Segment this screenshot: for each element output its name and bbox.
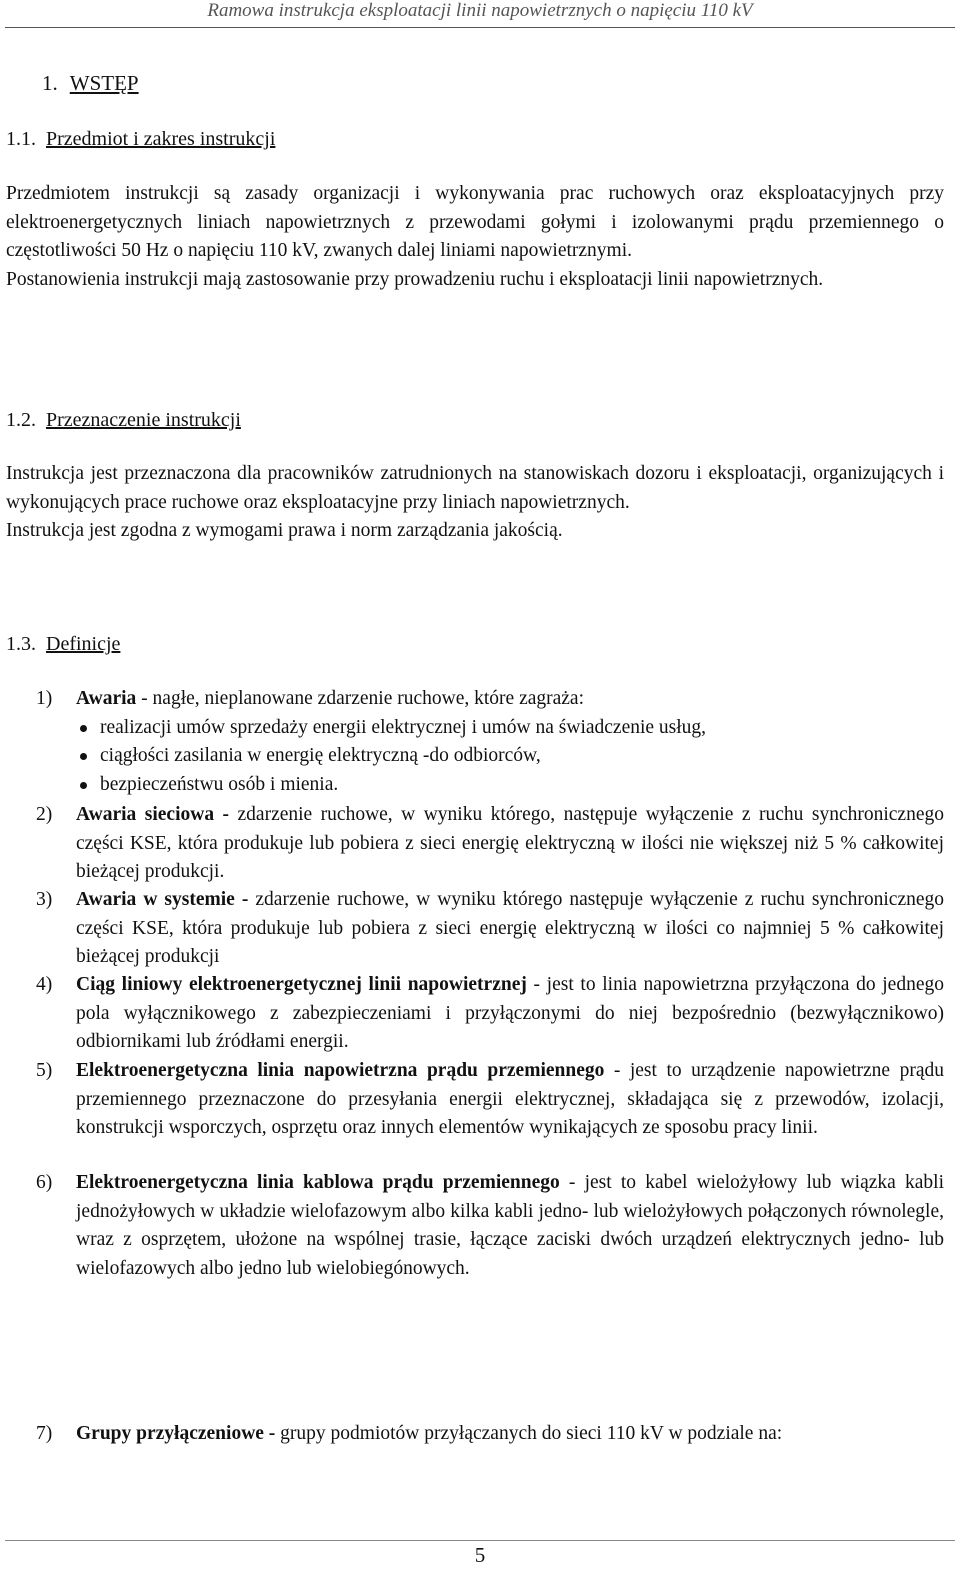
definition-number: 1) xyxy=(36,688,53,709)
paragraph: Postanowienia instrukcji mają zastosowanie przy prowadzeniu ruchu i eksploatacji linii napowietrznych. xyxy=(6,268,824,290)
subsection-number: 1.3. xyxy=(6,633,36,655)
subsection-heading-1-3 xyxy=(6,631,120,657)
subsection-number: 1.1. xyxy=(6,128,36,150)
definition-term: Awaria w systemie - xyxy=(76,889,249,910)
subsection-title: Definicje xyxy=(46,633,121,655)
definition-term: Ciąg liniowy elektroenergetycznej linii napowietrznej xyxy=(76,974,527,995)
definition-text: zdarzenie ruchowe, w wyniku którego, następuje wyłączenie z ruchu synchronicznego części KSE, która produkuje lub pobiera z sieci energię elektryczną w ilości nie większej niż 5 % całkowitej bieżącej produkcji. xyxy=(76,804,944,882)
definition-3 xyxy=(36,886,944,972)
page-number: 5 xyxy=(474,1543,486,1567)
running-header: Ramowa instrukcja eksploatacji linii napowietrznych o napięciu 110 kV xyxy=(207,0,753,21)
list-item: bezpieczeństwu osób i mienia. xyxy=(36,771,944,800)
definition-number: 4) xyxy=(36,974,53,995)
definition-4 xyxy=(36,971,944,1057)
definition-text: - jest to linia napowietrzna przyłączona do jednego pola wyłącznikowego z zabezpieczeniami i przyłączonymi do niej bezpośrednio (bezwyłącznikowo) odbiornikami lub źródłami energii. xyxy=(76,974,944,1052)
paragraph: Instrukcja jest zgodna z wymogami prawa i norm zarządzania jakością. xyxy=(6,520,563,541)
definition-term: Awaria sieciowa - xyxy=(76,804,230,825)
definition-1 xyxy=(36,685,944,799)
list-item: realizacji umów sprzedaży energii elektrycznej i umów na świadczenie usług, xyxy=(36,714,944,743)
subsection-heading-1-1 xyxy=(6,126,275,152)
footer-divider xyxy=(5,1540,955,1541)
definition-term: Elektroenergetyczna linia napowietrzna prądu przemiennego xyxy=(76,1060,605,1081)
section-title: WSTĘP xyxy=(69,71,139,95)
definition-term: Grupy przyłączeniowe - xyxy=(76,1423,276,1444)
bullet-icon xyxy=(80,782,87,789)
section-1-2-body xyxy=(6,460,944,546)
list-item: ciągłości zasilania w energię elektryczną -do odbiorców, xyxy=(36,742,944,771)
section-1-1-body xyxy=(6,180,944,294)
definition-text: - jest to kabel wielożyłowy lub wiązka kabli jednożyłowych w układzie wielofazowym albo kilka kabli jedno- lub wielożyłowych połączonych równolegle, wraz z osprzętem, ułożone na wspólnej trasie, łączące zaciski dwóch urządzeń elektrycznych jedno- lub wielofazowych albo jedno lub wielobiegónowych. xyxy=(76,1172,944,1279)
bullet-list xyxy=(36,714,944,800)
definition-number: 6) xyxy=(36,1172,53,1193)
definition-text: grupy podmiotów przyłączanych do sieci 110 kV w podziale na: xyxy=(275,1423,783,1444)
definition-7 xyxy=(36,1420,944,1449)
header-divider xyxy=(5,27,955,28)
section-heading-1 xyxy=(42,70,139,96)
definition-5 xyxy=(36,1057,944,1143)
definition-2 xyxy=(36,801,944,887)
definition-number: 3) xyxy=(36,889,53,910)
bullet-icon xyxy=(80,753,87,760)
section-number: 1. xyxy=(42,71,58,95)
definition-number: 2) xyxy=(36,804,53,825)
definition-term: Elektroenergetyczna linia kablowa prądu przemiennego xyxy=(76,1172,560,1193)
subsection-number: 1.2. xyxy=(6,409,36,431)
definition-number: 7) xyxy=(36,1423,53,1444)
subsection-heading-1-2 xyxy=(6,407,241,433)
paragraph: Instrukcja jest przeznaczona dla pracowników zatrudnionych na stanowiskach dozoru i eksploatacji, organizujących i wykonujących prace ruchowe oraz eksploatacyjne przy liniach napowietrznych. xyxy=(6,463,944,513)
bullet-icon xyxy=(80,725,87,732)
definition-text: - jest to urządzenie napowietrzne prądu przemiennego przeznaczone do przesyłania energii elektrycznej, składająca się z przewodów, izolacji, konstrukcji wsporczych, osprzętu oraz innych elementów wynikających ze sposobu pracy linii. xyxy=(76,1060,944,1138)
paragraph: Przedmiotem instrukcji są zasady organizacji i wykonywania prac ruchowych oraz eksploatacyjnych przy elektroenergetycznych liniach napowietrznych z przewodami gołymi i izolowanymi prądu przemiennego o częstotliwości 50 Hz o napięciu 110 kV, zwanych dalej liniami napowietrznymi. xyxy=(6,183,944,261)
definition-term: Awaria xyxy=(76,688,137,709)
subsection-title: Przeznaczenie instrukcji xyxy=(46,409,241,431)
definition-text: zdarzenie ruchowe, w wyniku którego następuje wyłączenie z ruchu synchronicznego części KSE, która produkuje lub pobiera z sieci energię elektryczną w ilości co najmniej 5 % całkowitej bieżącej produkcji xyxy=(76,889,944,967)
definition-number: 5) xyxy=(36,1060,53,1081)
definition-6 xyxy=(36,1169,944,1283)
definition-text: - nagłe, nieplanowane zdarzenie ruchowe, które zagraża: xyxy=(136,688,585,709)
subsection-title: Przedmiot i zakres instrukcji xyxy=(46,128,276,150)
